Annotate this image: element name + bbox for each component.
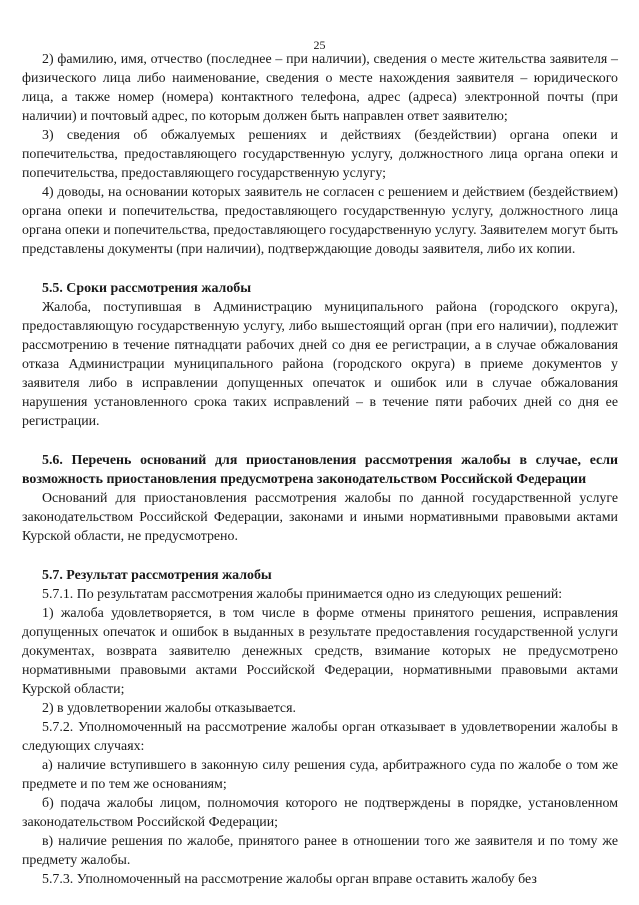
page-number: 25 [313, 38, 326, 52]
paragraph-case-v: в) наличие решения по жалобе, принятого ранее в отношении того же заявителя и по тому же предмету жалобы. [22, 834, 618, 869]
paragraph-decision-1-satisfied: 1) жалоба удовлетворяется, в том числе в форме отмены принятого решения, исправления допущенных опечаток и ошибок в выданных в результате предоставления государственной услуги документах, возврата заявителю денежных средств, взимание которых не предусмотрено нормативными правовыми актами Российской Федерации, нормативными правовыми актами Курской области; [22, 605, 618, 697]
document-body [22, 50, 618, 889]
paragraph-case-b: б) подача жалобы лицом, полномочия которого не подтверждены в порядке, установленном законодательством Российской Федерации; [22, 796, 618, 831]
section-heading-5-7: 5.7. Результат рассмотрения жалобы [42, 567, 272, 583]
paragraph-5-7-1: 5.7.1. По результатам рассмотрения жалобы принимается одно из следующих решений: [42, 586, 563, 602]
section-spacer [22, 260, 618, 280]
paragraph-5-7-2: 5.7.2. Уполномоченный на рассмотрение жалобы орган отказывает в удовлетворении жалобы в следующих случаях: [22, 720, 618, 755]
paragraph-item-4-arguments: 4) доводы, на основании которых заявитель не согласен с решением и действием (бездействием) органа опеки и попечительства, предоставляющего государственную услугу, должностного лица органа опеки и попечительства, предоставляющего государственную услугу. Заявителем могут быть представлены документы (при наличии), подтверждающие доводы заявителя, либо их копии. [22, 185, 618, 258]
paragraph-5-7-3: 5.7.3. Уполномоченный на рассмотрение жалобы орган вправе оставить жалобу без [42, 872, 537, 888]
section-spacer [22, 546, 618, 566]
paragraph-case-a: а) наличие вступившего в законную силу решения суда, арбитражного суда по жалобе о том же предмете и по тем же основаниям; [22, 758, 618, 793]
paragraph-item-2-applicant-details: 2) фамилию, имя, отчество (последнее – при наличии), сведения о месте жительства заявителя – физического лица либо наименование, сведения о месте нахождения заявителя – юридического лица, а также номер (номера) контактного телефона, адрес (адреса) электронной почты (при наличии) и почтовый адрес, по которым должен быть направлен ответ заявителю; [22, 52, 618, 125]
paragraph-suspension-grounds: Оснований для приостановления рассмотрения жалобы по данной государственной услуге законодательством Российской Федерации, законами и иными нормативными правовыми актами Курской области, не предусмотрено. [22, 490, 618, 545]
section-heading-5-6: 5.6. Перечень оснований для приостановления рассмотрения жалобы в случае, если возможность приостановления предусмотрена законодательством Российской Федерации [22, 452, 618, 487]
section-heading-5-5: 5.5. Сроки рассмотрения жалобы [42, 281, 252, 297]
paragraph-decision-2-refused: 2) в удовлетворении жалобы отказывается. [42, 700, 296, 716]
paragraph-review-terms: Жалоба, поступившая в Администрацию муниципального района (городского округа), предоставляющую государственную услугу, либо вышестоящий орган (при его наличии), подлежит рассмотрению в течение пятнадцати рабочих дней со дня ее регистрации, а в случае обжалования отказа Администрации муниципального района (городского округа) в приеме документов у заявителя либо в исправлении допущенных опечаток и ошибок или в случае обжалования нарушения установленного срока таких исправлений – в течение пяти рабочих дней со дня ее регистрации. [22, 300, 618, 430]
section-spacer [22, 431, 618, 451]
paragraph-item-3-appealed-decisions: 3) сведения об обжалуемых решениях и действиях (бездействии) органа опеки и попечительства, предоставляющего государственную услугу, должностного лица органа опеки и попечительства, предоставляющего государственную услугу; [22, 128, 618, 182]
